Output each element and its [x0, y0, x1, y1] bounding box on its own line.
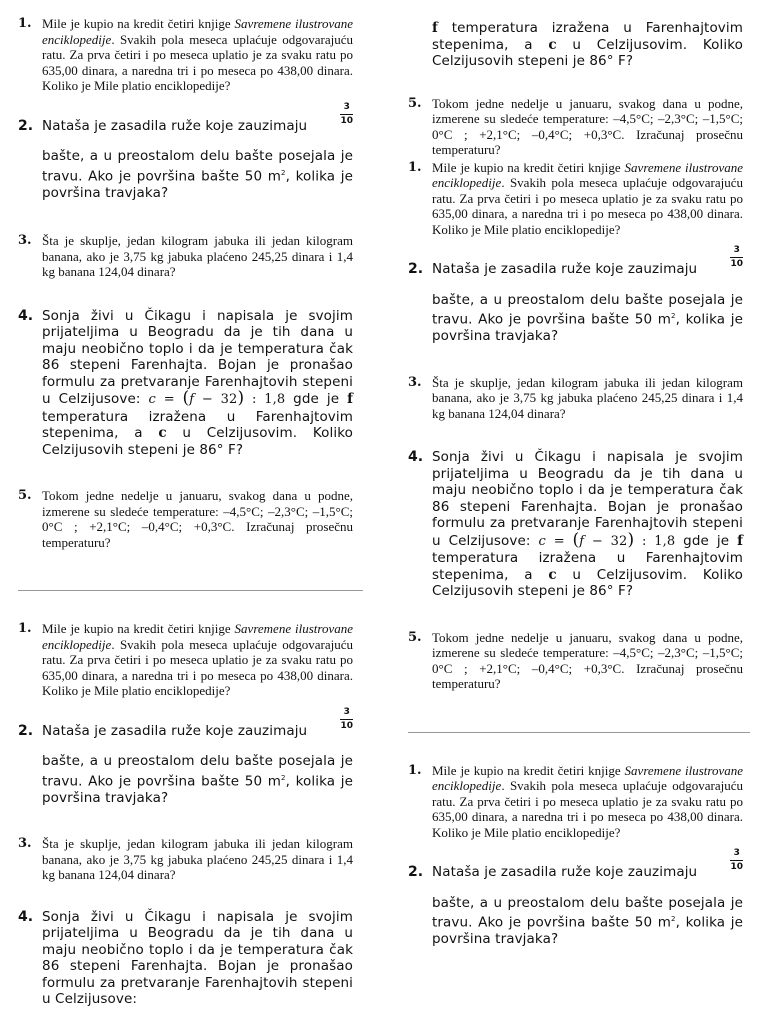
problem-number: 1. [408, 159, 422, 175]
problem-number: 5. [18, 488, 32, 503]
problem-text: Sonja živi u Čikagu i napisala je svojim prijateljima u Beogradu da je tih dana u maju neobično toplo i da je temperatura čak 86 stepeni Farenhajta. Bojan je pronašao formulu za pretvaranje Farenhajtovih stepeni u Celzijusove: [42, 908, 353, 1007]
problem-number: 5. [408, 629, 422, 645]
section-divider [18, 590, 363, 591]
problem-number: 2. [408, 864, 424, 880]
problem-3 [18, 233, 353, 280]
problem-text-cont: bašte, a u preostalom delu bašte posejala je travu. Ako je površina bašte 50 $m^2$, kolika je površina travjaka? [432, 291, 743, 344]
problem-text: Šta je skuplje, jedan kilogram jabuka ili jedan kilogram banana, ako je 3,75 kg jabuka plaćeno 245,25 dinara i 1,4 kg banana 124,04 dinara? [42, 233, 353, 279]
problem-text: Nataša je zasadila ruže koje zauzimaju [432, 864, 698, 880]
problem-4 [18, 909, 353, 1008]
problem-2 [18, 101, 353, 202]
fraction: $\frac{3}{10}$ [340, 706, 353, 731]
problem-text: Mile je kupio na kredit četiri knjige Savremene ilustrovane enciklopedije. Svakih pola meseca uplaćuje odgovarajuću ratu. Za prva četiri i po meseca uplatio je za svaku ratu po 635,00 dinara, a naredna tri i po meseca po 438,00 dinara. Koliko je Mile platio enciklopedije? [432, 762, 743, 840]
formula: c = (f − 32) : 1,8 [148, 388, 286, 408]
problem-text: Nataša je zasadila ruže koje zauzimaju [42, 722, 308, 739]
problem-5 [408, 96, 743, 158]
problem-text: Nataša je zasadila ruže koje zauzimaju [42, 117, 308, 134]
problem-text-cont: bašte, a u preostalom delu bašte posejala je travu. Ako je površina bašte 50 $m^2$, kolika je površina travjaka? [42, 753, 353, 806]
problem-number: 2. [18, 722, 34, 739]
problem-1 [408, 160, 743, 238]
right-column [408, 0, 743, 948]
fraction: $\frac{3}{10}$ [340, 101, 353, 126]
problem-number: 4. [18, 908, 34, 925]
problem-1 [18, 16, 353, 94]
problem-1 [408, 763, 743, 841]
problem-text: Mile je kupio na kredit četiri knjige Savremene ilustrovane enciklopedije. Svakih pola meseca uplaćuje odgovarajuću ratu. Za prva četiri i po meseca uplatio je za svaku ratu po 635,00 dinara, a naredna tri i po meseca po 438,00 dinara. Koliko je Mile platio enciklopedije? [42, 621, 353, 698]
problem-text: Sonja živi u Čikagu i napisala je svojim prijateljima u Beogradu da je tih dana u maju neobično toplo i da je temperatura čak 86 stepeni Farenhajta. Bojan je pronašao formulu za pretvaranje Farenhajtovih stepeni u Celzijusove: c = (f − 32) : 1,8 gde je f temperatura izražena u Farenhajtovim stepenima, a c u Celzijusovim. Koliko Celzijusovih stepeni je 86° F? [432, 449, 743, 599]
problem-number: 2. [408, 261, 424, 277]
problem-text: Sonja živi u Čikagu i napisala je svojim prijateljima u Beogradu da je tih dana u maju neobično toplo i da je temperatura čak 86 stepeni Farenhajta. Bojan je pronašao formulu za pretvaranje Farenhajtovih stepeni u Celzijusove: c = (f − 32) : 1,8 gde je f temperatura izražena u Farenhajtovim stepenima, a c u Celzijusovim. Koliko Celzijusovih stepeni je 86° F? [42, 307, 353, 458]
problem-text: Šta je skuplje, jedan kilogram jabuka ili jedan kilogram banana, ako je 3,75 kg jabuka plaćeno 245,25 dinara i 1,4 kg banana 124,04 dinara? [42, 836, 353, 882]
problem-text: Tokom jedne nedelje u januaru, svakog dana u podne, izmerene su sledeće temperature: –4,5°C; –2,3°C; –1,5°C; 0°C ; +2,1°C; –0,4°C; +0,3°C. Izračunaj prosečnu temperaturu? [42, 488, 354, 550]
formula: c = (f − 32) : 1,8 [538, 529, 676, 550]
problem-4-continuation [408, 20, 743, 70]
fraction: $\frac{3}{10}$ [730, 848, 743, 872]
problem-number: 3. [408, 374, 422, 390]
problem-number: 4. [408, 449, 424, 465]
problem-1 [18, 621, 353, 699]
problem-2 [408, 245, 743, 345]
problem-text-cont: bašte, a u preostalom delu bašte posejala je travu. Ako je površina bašte 50 $m^2$, kolika je površina travjaka? [42, 148, 353, 201]
problem-text-cont: bašte, a u preostalom delu bašte posejala je travu. Ako je površina bašte 50 $m^2$, kolika je površina travjaka? [432, 894, 743, 947]
problem-2 [18, 706, 353, 807]
problem-text: Mile je kupio na kredit četiri knjige Savremene ilustrovane enciklopedije. Svakih pola meseca uplaćuje odgovarajuću ratu. Za prva četiri i po meseca uplatio je za svaku ratu po 635,00 dinara, a naredna tri i po meseca po 438,00 dinara. Koliko je Mile platio enciklopedije? [42, 16, 353, 93]
problem-2 [408, 848, 743, 948]
left-column [18, 0, 353, 1008]
problem-3 [18, 836, 353, 883]
problem-number: 1. [18, 16, 32, 31]
problem-text: Nataša je zasadila ruže koje zauzimaju [432, 261, 698, 277]
problem-text: Tokom jedne nedelje u januaru, svakog dana u podne, izmerene su sledeće temperature: –4,5°C; –2,3°C; –1,5°C; 0°C ; +2,1°C; –0,4°C; +0,3°C. Izračunaj prosečnu temperaturu? [432, 629, 744, 691]
problem-text: Tokom jedne nedelje u januaru, svakog dana u podne, izmerene su sledeće temperature: –4,5°C; –2,3°C; –1,5°C; 0°C ; +2,1°C; –0,4°C; +0,3°C. Izračunaj prosečnu temperaturu? [432, 95, 744, 157]
problem-number: 1. [18, 621, 32, 636]
problem-5 [18, 488, 353, 550]
problem-number: 5. [408, 95, 422, 111]
problem-number: 3. [18, 233, 32, 248]
section-divider [408, 732, 750, 733]
problem-text: Mile je kupio na kredit četiri knjige Savremene ilustrovane enciklopedije. Svakih pola meseca uplaćuje odgovarajuću ratu. Za prva četiri i po meseca uplatio je za svaku ratu po 635,00 dinara, a naredna tri i po meseca po 438,00 dinara. Koliko je Mile platio enciklopedije? [432, 159, 743, 237]
problem-number: 4. [18, 307, 34, 324]
fraction: $\frac{3}{10}$ [730, 245, 743, 269]
problem-4 [18, 308, 353, 459]
problem-text: Šta je skuplje, jedan kilogram jabuka ili jedan kilogram banana, ako je 3,75 kg jabuka plaćeno 245,25 dinara i 1,4 kg banana 124,04 dinara? [432, 374, 743, 421]
problem-number: 1. [408, 762, 422, 778]
problem-number: 3. [18, 836, 32, 851]
problem-4 [408, 449, 743, 600]
problem-text: f temperatura izražena u Farenhajtovim stepenima, a c u Celzijusovim. Koliko Celzijusovih stepeni je 86° F? [432, 20, 743, 69]
problem-number: 2. [18, 117, 34, 134]
problem-5 [408, 630, 743, 692]
problem-3 [408, 375, 743, 422]
